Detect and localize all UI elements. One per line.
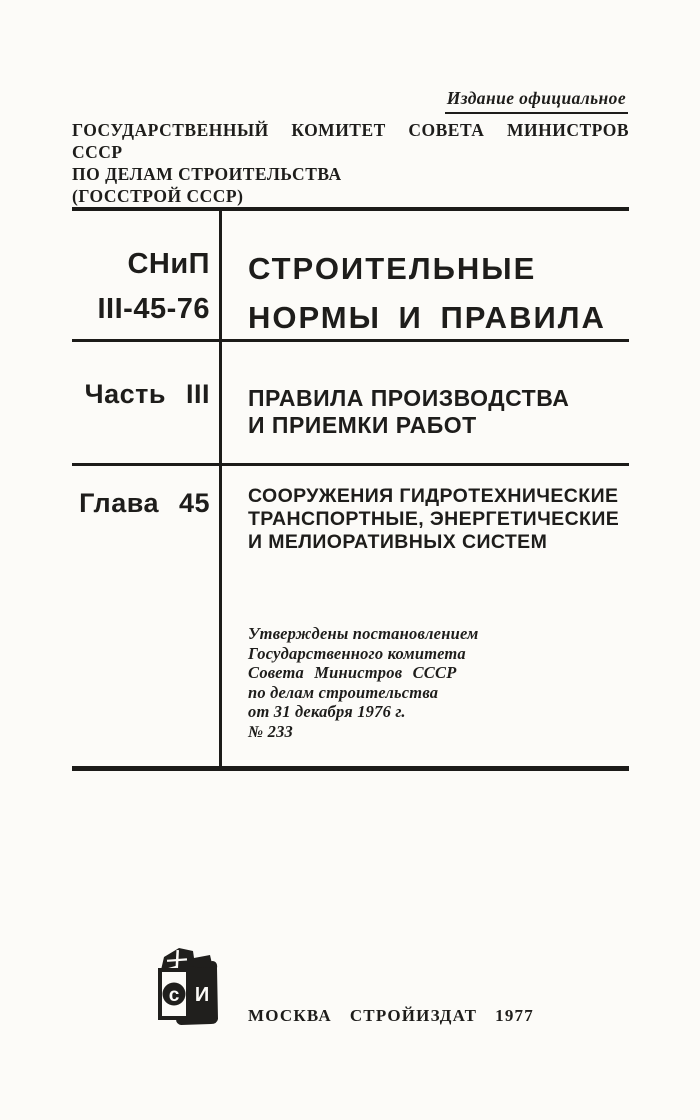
table-row-chapter [72, 463, 629, 766]
part-title-line-1: ПРАВИЛА ПРОИЗВОДСТВА [248, 385, 570, 411]
imprint-year: 1977 [495, 1006, 534, 1025]
approval-line-5: от 31 декабря 1976 г. [248, 702, 406, 721]
approval-line-4: по делам строительства [248, 682, 439, 702]
title-table [72, 207, 629, 771]
logo-letter-i: И [194, 984, 210, 1006]
approval-line-3: Совета Министров СССР [248, 663, 457, 682]
committee-line-3: (ГОССТРОЙ СССР) [72, 186, 244, 206]
chapter-title-line-1: СООРУЖЕНИЯ ГИДРОТЕХНИЧЕСКИЕ [248, 485, 619, 507]
approval-line-2: Государственного комитета [248, 643, 466, 663]
main-title-line-2: НОРМЫ И ПРАВИЛА [248, 300, 606, 335]
part-title-cell [222, 342, 629, 463]
edition-note: Издание официальное [445, 88, 628, 114]
approval-line-1: Утверждены постановлением [248, 624, 479, 643]
imprint-publisher: СТРОЙИЗДАТ [349, 1006, 478, 1025]
committee-heading [72, 119, 629, 207]
committee-line-2: ПО ДЕЛАМ СТРОИТЕЛЬСТВА [72, 164, 342, 184]
part-title-line-2: И ПРИЕМКИ РАБОТ [248, 412, 477, 438]
imprint-city: МОСКВА [248, 1006, 332, 1025]
chapter-label: Глава 45 [72, 466, 222, 766]
chapter-title-line-3: И МЕЛИОРАТИВНЫХ СИСТЕМ [248, 531, 548, 553]
chapter-title-line-2: ТРАНСПОРТНЫЕ, ЭНЕРГЕТИЧЕСКИЕ [248, 508, 620, 530]
committee-line-1: ГОСУДАРСТВЕННЫЙ КОМИТЕТ СОВЕТА МИНИСТРОВ СССР [72, 120, 629, 162]
stroyizdat-publisher-logo-icon [155, 941, 221, 1031]
main-title-line-1: СТРОИТЕЛЬНЫЕ [248, 251, 537, 286]
snip-code-line-2: III-45-76 [97, 293, 210, 325]
chapter-cell [222, 466, 629, 766]
approval-note [248, 624, 629, 741]
chapter-title [248, 466, 629, 554]
approval-line-6: № 233 [248, 721, 293, 741]
imprint-line [248, 1006, 534, 1026]
snip-code-line-1: СНиП [127, 248, 210, 280]
main-title-cell [222, 211, 629, 342]
part-label: Часть III [72, 342, 222, 463]
logo-letter-c: с [168, 985, 180, 1006]
table-row-code [72, 211, 629, 339]
table-row-part [72, 339, 629, 463]
snip-code-cell [72, 211, 222, 342]
